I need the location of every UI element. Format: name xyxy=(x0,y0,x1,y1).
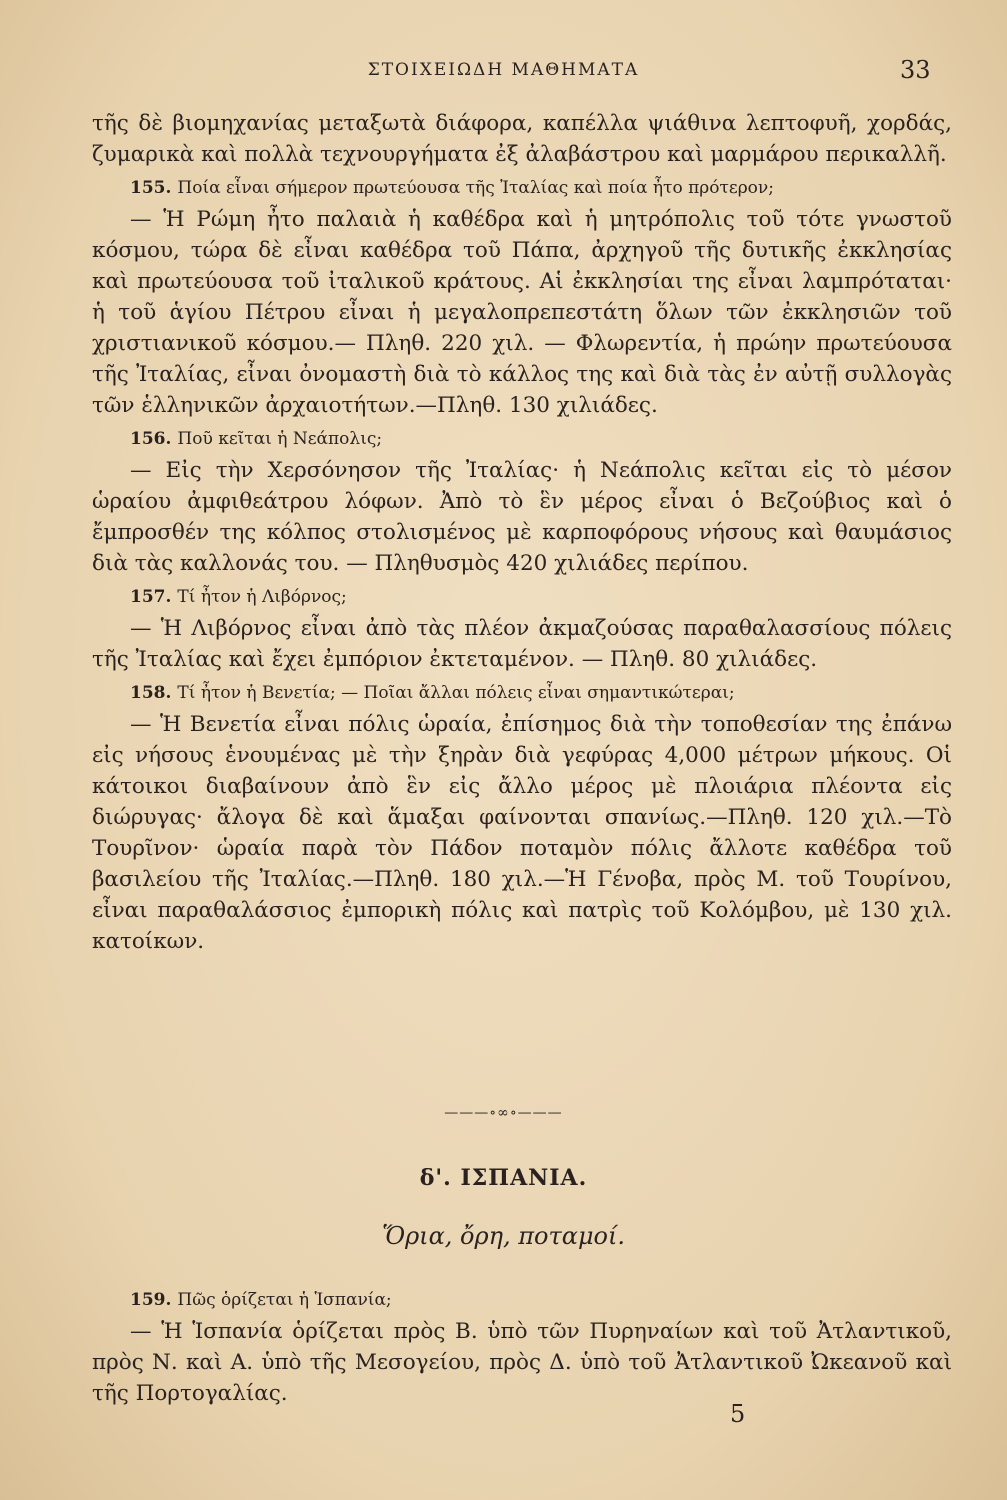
question-155 xyxy=(130,176,952,200)
question-156 xyxy=(130,427,952,451)
answer-159: — Ἡ Ἱσπανία ὁρίζεται πρὸς Β. ὑπὸ τῶν Πυρηναίων καὶ τοῦ Ἀτλαντικοῦ, πρὸς Ν. καὶ Α. ὑπὸ τῆς Μεσογείου, πρὸς Δ. ὑπὸ τοῦ Ἀτλαντικοῦ Ὠκεανοῦ καὶ τῆς Πορτογαλίας. xyxy=(92,1319,952,1406)
question-text: Τί ἦτον ἡ Λιβόρνος; xyxy=(177,587,347,607)
question-number: 159. xyxy=(130,1290,172,1310)
page-number: 33 xyxy=(900,56,931,84)
question-number: 156. xyxy=(130,429,172,449)
running-head: ΣΤΟΙΧΕΙΩΔΗ ΜΑΘΗΜΑΤΑ xyxy=(367,60,640,80)
body-text-top xyxy=(92,108,952,957)
answer-157: — Ἡ Λιβόρνος εἶναι ἀπὸ τὰς πλέον ἀκμαζούσας παραθαλασσίους πόλεις τῆς Ἰταλίας καὶ ἔχει ἐμπόριον ἐκτεταμένον. — Πληθ. 80 χιλιάδες. xyxy=(92,616,952,672)
answer-155: — Ἡ Ρώμη ἦτο παλαιὰ ἡ καθέδρα καὶ ἡ μητρόπολις τοῦ τότε γνωστοῦ κόσμου, τώρα δὲ εἶναι καθέδρα τοῦ Πάπα, ἀρχηγοῦ τῆς δυτικῆς ἐκκλησίας καὶ πρωτεύουσα τοῦ ἰταλικοῦ κράτους. Αἱ ἐκκλησίαι της εἶναι λαμπρόταται· ἡ τοῦ ἁγίου Πέτρου εἶναι ἡ μεγαλοπρεπεστάτη ὅλων τῶν ἐκκλησιῶν τοῦ χριστιανικοῦ κόσμου.— Πληθ. 220 χιλ. — Φλωρεντία, ἡ πρώην πρωτεύουσα τῆς Ἰταλίας, εἶναι ὀνομαστὴ διὰ τὸ κάλλος της καὶ διὰ τὰς ἐν αὐτῇ συλλογὰς τῶν ἑλληνικῶν ἀρχαιοτήτων.—Πληθ. 130 χιλιάδες. xyxy=(92,207,952,418)
question-text: Ποῦ κεῖται ἡ Νεάπολις; xyxy=(177,429,383,449)
body-text-bottom xyxy=(92,1282,952,1409)
question-text: Πῶς ὁρίζεται ἡ Ἱσπανία; xyxy=(177,1290,392,1310)
intro-paragraph: τῆς δὲ βιομηχανίας μεταξωτὰ διάφορα, καπέλλα ψιάθινα λεπτοφυῆ, χορδάς, ζυμαρικὰ καὶ πολλὰ τεχνουργήματα ἐξ ἀλαβάστρου καὶ μαρμάρου περικαλλῆ. xyxy=(92,111,952,167)
section-subtitle: Ὅρια, ὄρη, ποταμοί. xyxy=(381,1222,626,1250)
question-157 xyxy=(130,585,952,609)
answer-156: — Εἰς τὴν Χερσόνησον τῆς Ἰταλίας· ἡ Νεάπολις κεῖται εἰς τὸ μέσον ὡραίου ἀμφιθεάτρου λόφων. Ἀπὸ τὸ ἓν μέρος εἶναι ὁ Βεζούβιος καὶ ὁ ἔμπροσθέν της κόλπος στολισμένος μὲ καρποφόρους νήσους καὶ θαυμάσιος διὰ τὰς καλλονάς του. — Πληθυσμὸς 420 χιλιάδες περίπου. xyxy=(92,458,952,576)
question-158 xyxy=(130,681,952,705)
section-title: δ'. ΙΣΠΑΝΙΑ. xyxy=(419,1165,588,1191)
ornament-divider: ———∘∞∘——— xyxy=(444,1105,563,1121)
answer-158: — Ἡ Βενετία εἶναι πόλις ὡραία, ἐπίσημος διὰ τὴν τοποθεσίαν της ἐπάνω εἰς νήσους ἑνουμένας μὲ τὴν ξηρὰν διὰ γεφύρας 4,000 μέτρων μήκους. Οἱ κάτοικοι διαβαίνουν ἀπὸ ἓν εἰς ἄλλο μέρος μὲ πλοιάρια πλέοντα εἰς διώρυγας· ἄλογα δὲ καὶ ἅμαξαι φαίνονται σπανίως.—Πληθ. 120 χιλ.—Τὸ Τουρῖνον· ὡραία παρὰ τὸν Πάδον ποταμὸν πόλις ἄλλοτε καθέδρα τοῦ βασιλείου τῆς Ἰταλίας.—Πληθ. 180 χιλ.—Ἡ Γένοβα, πρὸς Μ. τοῦ Τουρίνου, εἶναι παραθαλάσσιος ἐμπορικὴ πόλις καὶ πατρὶς τοῦ Κολόμβου, μὲ 130 χιλ. κατοίκων. xyxy=(92,712,952,954)
question-text: Ποία εἶναι σήμερον πρωτεύουσα τῆς Ἰταλίας καὶ ποία ἦτο πρότερον; xyxy=(177,178,774,198)
question-number: 157. xyxy=(130,587,172,607)
question-159 xyxy=(130,1288,952,1312)
question-number: 158. xyxy=(130,683,172,703)
signature-mark: 5 xyxy=(730,1400,746,1428)
question-text: Τί ἦτον ἡ Βενετία; — Ποῖαι ἄλλαι πόλεις εἶναι σημαντικώτεραι; xyxy=(177,683,735,703)
question-number: 155. xyxy=(130,178,172,198)
